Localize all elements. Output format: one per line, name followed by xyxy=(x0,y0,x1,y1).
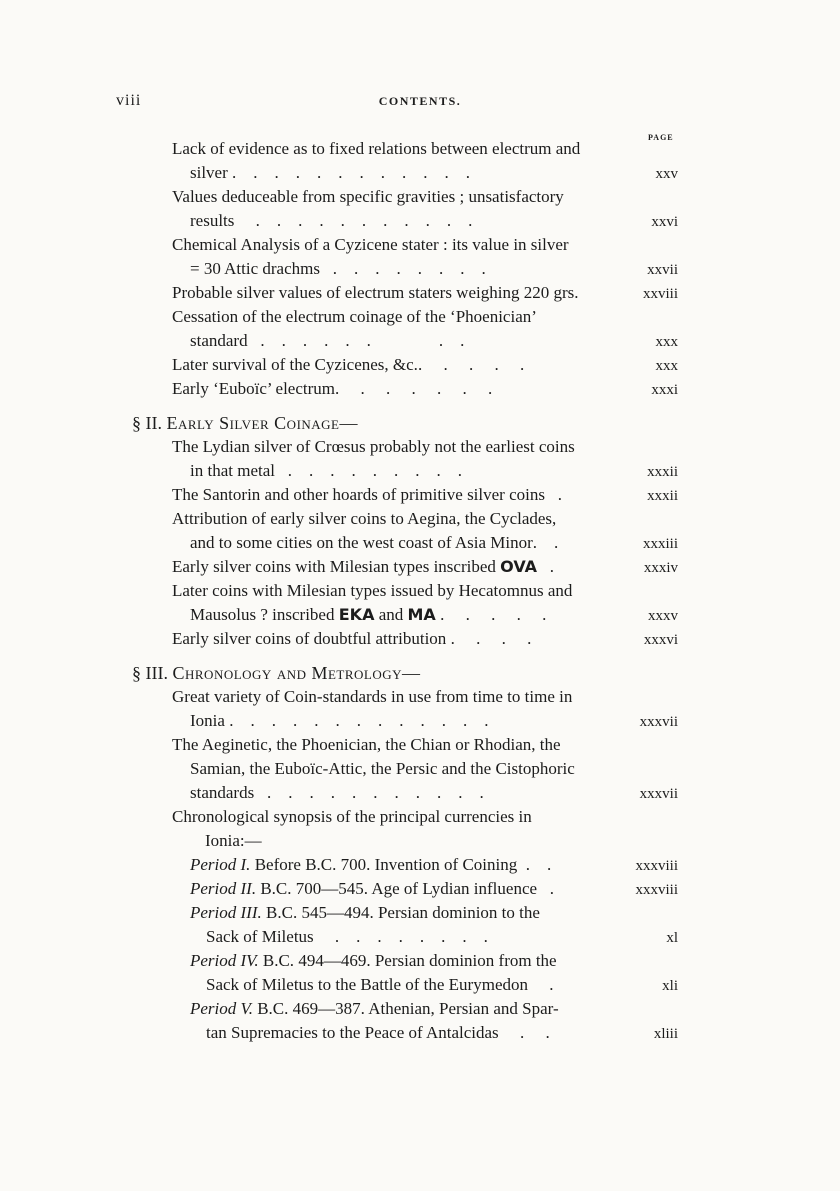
entry-page: xxxii xyxy=(647,464,678,480)
entry-text: Great variety of Coin-standards in use from time to time in xyxy=(172,687,573,706)
entry-page: xxxiv xyxy=(643,560,678,576)
coin-legend: OVA xyxy=(500,557,537,576)
entry-page: xliii xyxy=(653,1026,678,1042)
entry-text-cont: Ionia:— xyxy=(205,831,262,850)
section-heading: § III. Chronology and Metrology— xyxy=(132,663,421,683)
entry-text-cont: results . . . . . . . . . . . xyxy=(190,211,473,230)
page-column-label: PAGE xyxy=(648,133,674,142)
entry-page: xxxviii xyxy=(635,858,678,874)
entry-page: xxxvi xyxy=(643,632,678,648)
entry-text: Early ‘Euboïc’ electrum. . . . . . . xyxy=(172,379,493,398)
entry-page: xxxiii xyxy=(642,536,678,552)
entry-text-cont: = 30 Attic drachms . . . . . . . . xyxy=(190,259,486,278)
entry-text: Probable silver values of electrum staters weighing 220 grs. xyxy=(172,283,579,302)
entry-page: xxxv xyxy=(648,608,678,624)
entry-page: xxviii xyxy=(642,286,678,302)
entry-page: xxxviii xyxy=(635,882,678,898)
period-entry-cont: Sack of Miletus to the Battle of the Eurymedon . xyxy=(206,975,554,994)
entry-text-cont: Mausolus ? inscribed EKA and MA . . . . . xyxy=(190,605,547,624)
entry-text: Later coins with Milesian types issued by Hecatomnus and xyxy=(172,581,573,600)
entry-page: xxv xyxy=(655,166,678,182)
period-entry: Period II. B.C. 700—545. Age of Lydian influence . xyxy=(190,879,555,898)
period-entry: Period V. B.C. 469—387. Athenian, Persian and Spar- xyxy=(190,999,559,1018)
entry-text: The Lydian silver of Crœsus probably not the earliest coins xyxy=(172,437,575,456)
coin-legend: MA xyxy=(407,605,436,624)
page-number: viii xyxy=(116,92,142,109)
entry-text: The Santorin and other hoards of primitive silver coins . xyxy=(172,485,562,504)
entry-text: Attribution of early silver coins to Aegina, the Cyclades, xyxy=(172,509,557,528)
entry-page: xxx xyxy=(655,334,678,350)
entry-text: The Aeginetic, the Phoenician, the Chian or Rhodian, the xyxy=(172,735,561,754)
entry-text-cont: Ionia . . . . . . . . . . . . . xyxy=(190,711,489,730)
entry-text-cont: standards . . . . . . . . . . . xyxy=(190,783,484,802)
entry-page: xxxvii xyxy=(639,714,678,730)
period-entry: Period I. Before B.C. 700. Invention of Coining . . xyxy=(190,855,552,874)
entry-text: Lack of evidence as to fixed relations between electrum and xyxy=(172,139,581,158)
entry-text-cont: in that metal . . . . . . . . . xyxy=(190,461,462,480)
entry-text-cont: silver . . . . . . . . . . . . xyxy=(190,163,471,182)
coin-legend: EKA xyxy=(338,605,375,624)
period-entry-cont: Sack of Miletus . . . . . . . . xyxy=(206,927,488,946)
entry-text: Early silver coins of doubtful attribution . . . . xyxy=(172,629,532,648)
entry-page: xxxii xyxy=(647,488,678,504)
period-entry: Period III. B.C. 545—494. Persian dominion to the xyxy=(190,903,540,922)
entry-text-cont: standard . . . . . . . . xyxy=(190,331,465,350)
entry-page: xli xyxy=(662,978,678,994)
entry-page: xl xyxy=(666,930,678,946)
entry-page: xxvi xyxy=(651,214,678,230)
period-entry: Period IV. B.C. 494—469. Persian dominion from the xyxy=(190,951,557,970)
entry-text: Values deduceable from specific gravities ; unsatisfactory xyxy=(172,187,564,206)
entry-text: Chemical Analysis of a Cyzicene stater : its value in silver xyxy=(172,235,569,254)
entry-text: Cessation of the electrum coinage of the ‘Phoenician’ xyxy=(172,307,537,326)
entry-text: Chronological synopsis of the principal currencies in xyxy=(172,807,532,826)
entry-text: Early silver coins with Milesian types inscribed OVA . xyxy=(172,557,554,576)
entry-page: xxvii xyxy=(647,262,678,278)
entry-page: xxx xyxy=(655,358,678,374)
period-entry-cont: tan Supremacies to the Peace of Antalcidas . . xyxy=(206,1023,550,1042)
entry-page: xxxi xyxy=(651,382,678,398)
entry-text: Later survival of the Cyzicenes, &c.. . . . . xyxy=(172,355,525,374)
entry-page: xxxvii xyxy=(639,786,678,802)
entry-text-cont: Samian, the Euboïc-Attic, the Persic and the Cistophoric xyxy=(190,759,575,778)
running-title: CONTENTS. xyxy=(378,94,462,108)
section-heading: § II. Early Silver Coinage— xyxy=(132,413,358,433)
entry-text-cont: and to some cities on the west coast of Asia Minor. . xyxy=(190,533,559,552)
